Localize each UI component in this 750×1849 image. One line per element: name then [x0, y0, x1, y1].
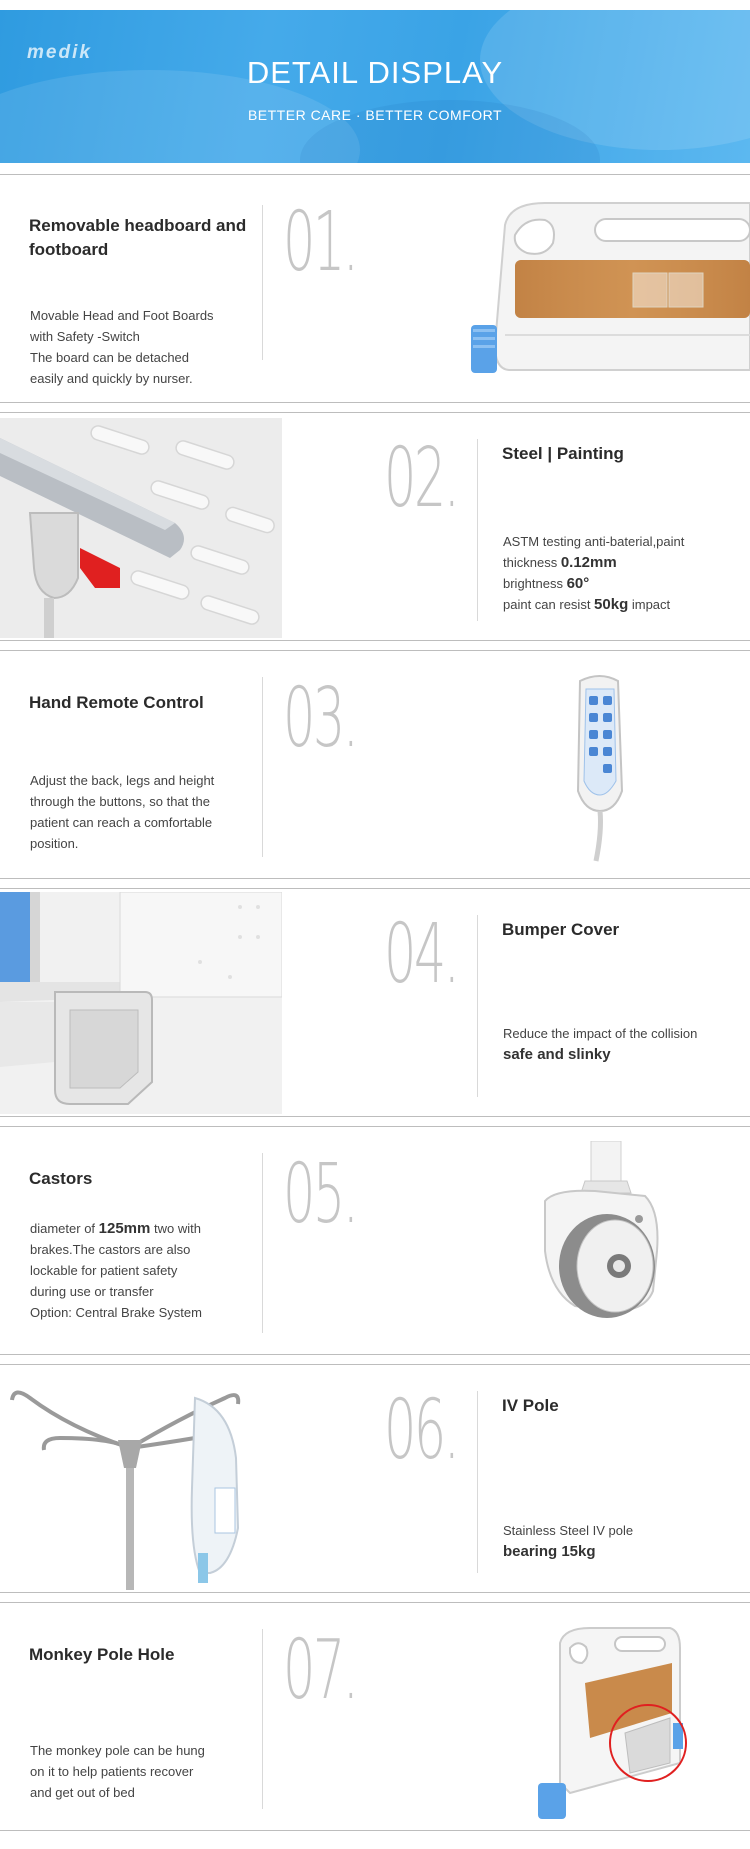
section-description: Adjust the back, legs and height through the buttons, so that the patient can reach a comfortable position.	[30, 773, 215, 851]
bumper-cover-image	[0, 892, 282, 1114]
section-number: 01.	[283, 195, 357, 290]
detail-section-07	[0, 1602, 750, 1831]
detail-section-06	[0, 1364, 750, 1593]
monkey-pole-hole-image	[530, 1623, 710, 1823]
remote-control-image	[560, 671, 640, 871]
section-number: 07.	[283, 1623, 357, 1718]
detail-section-01	[0, 174, 750, 403]
section-description: Movable Head and Foot Boards with Safety -Switch The board can be detached easily and quickly by nurser.	[30, 308, 214, 386]
section-title: Removable headboard and footboard	[29, 216, 247, 259]
section-description: Reduce the impact of the collision safe and slinky	[503, 1026, 698, 1063]
section-title: Hand Remote Control	[29, 693, 204, 712]
section-title: Steel | Painting	[502, 444, 624, 463]
brand-logo: medik	[27, 42, 92, 63]
section-title: Bumper Cover	[502, 920, 620, 939]
section-number: 04.	[384, 907, 458, 1002]
divider	[262, 1629, 263, 1809]
section-description: Stainless Steel IV pole bearing 15kg	[503, 1523, 634, 1560]
steel-frame-image	[0, 418, 282, 638]
section-description: diameter of 125mm two with brakes.The castors are also lockable for patient safety during use or transfer Option: Central Brake System	[30, 1220, 202, 1320]
castor-wheel-image	[535, 1141, 665, 1341]
header-banner	[0, 10, 750, 163]
page-subtitle: BETTER CARE · BETTER COMFORT	[247, 107, 503, 123]
divider	[477, 915, 478, 1097]
headboard-image	[465, 195, 750, 385]
section-number: 02.	[384, 431, 458, 526]
section-description: ASTM testing anti-baterial,paint thickness 0.12mm brightness 60° paint can resist 50kg impact	[503, 534, 685, 613]
detail-section-03	[0, 650, 750, 879]
divider	[262, 1153, 263, 1333]
section-description: The monkey pole can be hung on it to help patients recover and get out of bed	[30, 1743, 205, 1800]
divider	[477, 1391, 478, 1573]
section-title: Castors	[29, 1169, 93, 1188]
divider	[262, 205, 263, 360]
detail-section-05	[0, 1126, 750, 1355]
page-title: DETAIL DISPLAY	[246, 55, 504, 90]
section-title: Monkey Pole Hole	[29, 1645, 175, 1664]
detail-section-02	[0, 412, 750, 641]
divider	[262, 677, 263, 857]
section-number: 03.	[283, 671, 357, 766]
detail-section-04	[0, 888, 750, 1117]
section-title: IV Pole	[502, 1396, 559, 1415]
iv-pole-image	[0, 1368, 282, 1590]
section-number: 05.	[283, 1147, 357, 1242]
section-number: 06.	[384, 1383, 458, 1478]
divider	[477, 439, 478, 621]
